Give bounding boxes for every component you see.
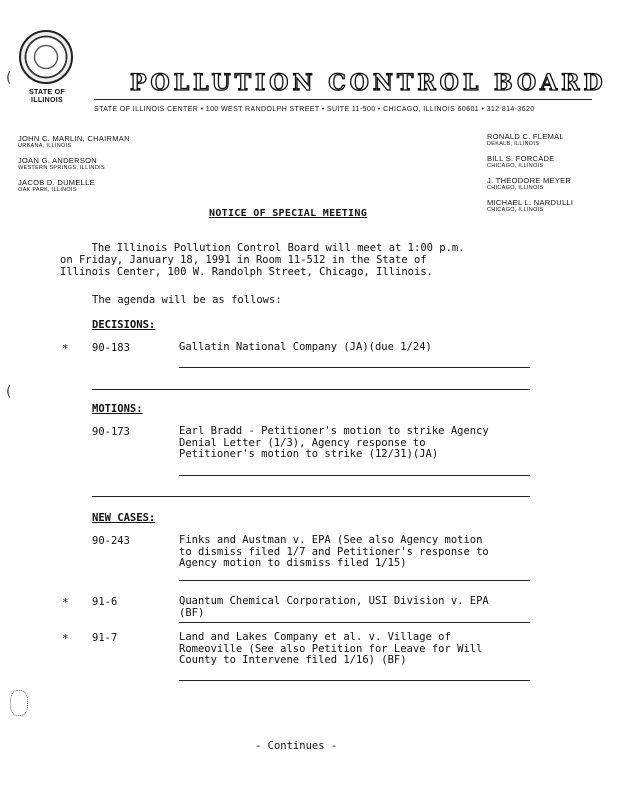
- members-right: [487, 132, 573, 220]
- item-docket: 91-6: [92, 596, 118, 608]
- section-decisions: DECISIONS:: [92, 319, 156, 331]
- notice-title: NOTICE OF SPECIAL MEETING: [209, 208, 368, 219]
- continues-label: - Continues -: [255, 740, 338, 752]
- signature-line: [179, 680, 530, 681]
- notice-intro: The Illinois Pollution Control Board will meet at 1:00 p.m. on Friday, January 18, 1991 in Room 11-512 in the State of Illinois Center, 100 W. Randolph Street, Chicago, Illinois.: [60, 242, 465, 278]
- member-name: JOAN G. ANDERSON: [18, 156, 97, 165]
- item-text: Earl Bradd - Petitioner's motion to strike Agency Denial Letter (1/3), Agency response to Petitioner's motion to strike (12/31)(JA): [179, 425, 489, 460]
- member: [487, 132, 573, 148]
- member-place: WESTERN SPRINGS, ILLINOIS: [18, 165, 105, 171]
- members-left: [18, 134, 130, 200]
- agenda-intro: The agenda will be as follows:: [92, 294, 282, 306]
- section-motions: MOTIONS:: [92, 403, 143, 415]
- member: [18, 134, 130, 150]
- item-text: Land and Lakes Company et al. v. Village of Romeoville (See also Petition for Leave for Will County to Intervene filed 1/16) (BF): [179, 631, 483, 666]
- member: [487, 198, 573, 214]
- item-star: *: [62, 342, 69, 355]
- section-new-cases: NEW CASES:: [92, 512, 156, 524]
- item-docket: 91-7: [92, 632, 118, 644]
- signature-line: [179, 475, 530, 476]
- member: [18, 156, 130, 172]
- member-place: DEKALB, ILLINOIS: [487, 141, 540, 147]
- member-name: JOHN C. MARLIN, CHAIRMAN: [18, 134, 130, 143]
- item-text: Quantum Chemical Corporation, USI Division v. EPA (BF): [179, 595, 489, 619]
- signature-line: [179, 622, 530, 623]
- item-docket: 90-183: [92, 342, 130, 354]
- member-place: CHICAGO, ILLINOIS: [487, 185, 544, 191]
- board-name: POLLUTION CONTROL BOARD: [130, 70, 607, 96]
- seal-label: STATE OF ILLINOIS: [29, 89, 65, 104]
- member-name: MICHAEL L. NARDULLI: [487, 198, 574, 207]
- member: [487, 154, 573, 170]
- member-name: JACOB D. DUMELLE: [18, 178, 95, 187]
- state-seal-icon: [19, 30, 73, 84]
- item-docket: 90-173: [92, 426, 130, 438]
- item-text: Finks and Austman v. EPA (See also Agency motion to dismiss filed 1/7 and Petitioner's response to Agency motion to dismiss filed 1/15): [179, 534, 489, 569]
- member: [18, 178, 130, 194]
- item-star: *: [62, 632, 69, 645]
- item-docket: 90-243: [92, 535, 130, 547]
- margin-bracket-icon: (: [6, 70, 12, 86]
- member-place: CHICAGO, ILLINOIS: [487, 207, 544, 213]
- signature-line: [92, 496, 530, 497]
- margin-bracket-icon: (: [6, 384, 12, 400]
- member-place: OAK PARK, ILLINOIS: [18, 187, 77, 193]
- signature-line: [92, 389, 530, 390]
- signature-line: [179, 367, 530, 368]
- member-place: CHICAGO, ILLINOIS: [487, 163, 544, 169]
- punch-hole-icon: [10, 690, 28, 716]
- member-name: J. THEODORE MEYER: [487, 176, 572, 185]
- board-address: STATE OF ILLINOIS CENTER • 100 WEST RANDOLPH STREET • SUITE 11-500 • CHICAGO, ILLINOIS 60601 • 312 814-3620: [94, 106, 535, 113]
- signature-line: [179, 580, 530, 581]
- member-name: BILL S. FORCADE: [487, 154, 555, 163]
- item-star: *: [62, 596, 69, 609]
- member-place: URBANA, ILLINOIS: [18, 143, 72, 149]
- item-text: Gallatin National Company (JA)(due 1/24): [179, 341, 432, 353]
- title-rule: [94, 99, 592, 100]
- member-name: RONALD C. FLEMAL: [487, 132, 564, 141]
- member: [487, 176, 573, 192]
